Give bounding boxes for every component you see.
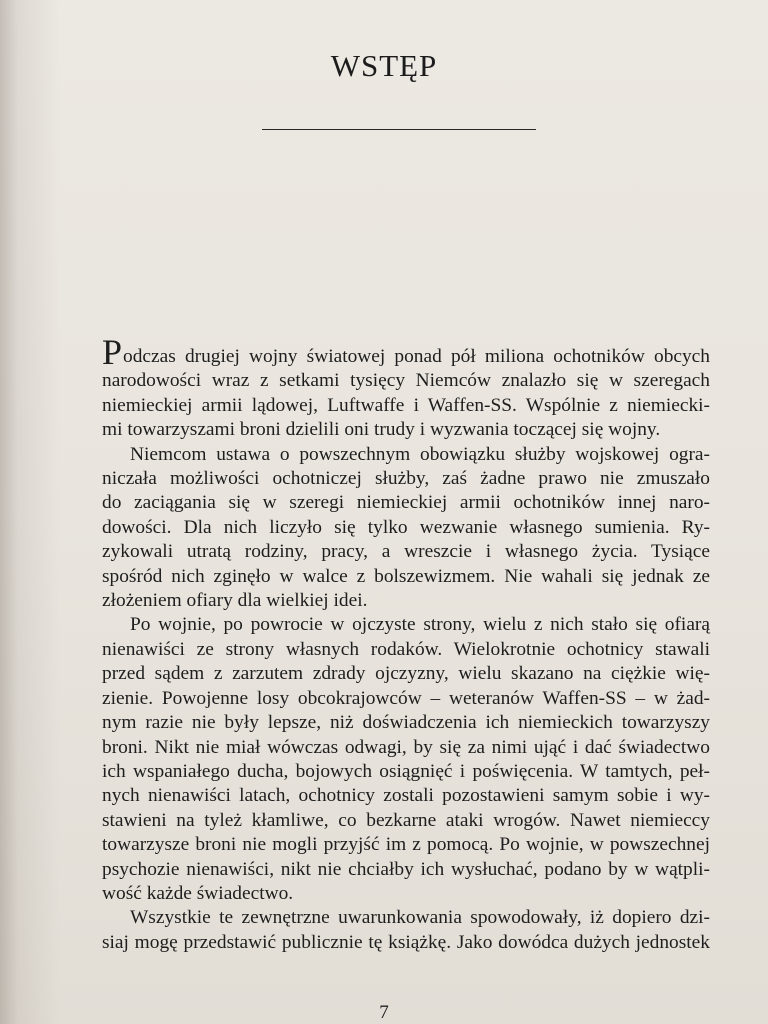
body-text: [102, 332, 710, 955]
text-line: nym razie nie były lepsze, niż doświadczenia ich niemieckich towarzyszy: [102, 712, 710, 734]
chapter-title: WSTĘP: [330, 48, 438, 83]
text-line: Po wojnie, po powrocie w ojczyste strony, wielu z nich stało się ofiarą: [130, 614, 710, 636]
text-line: dowości. Dla nich liczyło się tylko wezwanie własnego sumienia. Ry-: [102, 516, 710, 538]
text-line: złożeniem ofiary dla wielkiej idei.: [102, 590, 368, 612]
text-line: przed sądem z zarzutem zdrady ojczyzny, wielu skazano na ciężkie wię-: [102, 663, 710, 685]
text-line: towarzysze broni nie mogli przyjść im z pomocą. Po wojnie, w powszechnej: [102, 834, 710, 856]
text-line: zienie. Powojenne losy obcokrajowców – weteranów Waffen-SS – w żad-: [102, 687, 710, 709]
title-rule: [262, 129, 536, 130]
text-line: nych nienawiści latach, ochotnicy zostali pozostawieni samym sobie i wy-: [102, 785, 710, 807]
text-line: Niemcom ustawa o powszechnym obowiązku służby wojskowej ogra-: [130, 443, 710, 465]
text-line: spośród nich zginęło w walce z bolszewizmem. Nie wahali się jednak ze: [102, 565, 710, 587]
text-line: psychozie nienawiści, nikt nie chciałby ich wysłuchać, podano by w wątpli-: [102, 858, 710, 880]
text-line: stawieni na tyleż kłamliwe, co bezkarne ataki wrogów. Nawet niemieccy: [102, 809, 710, 831]
drop-cap: P: [102, 332, 123, 372]
text-line: narodowości wraz z setkami tysięcy Niemców znalazło się w szeregach: [102, 370, 710, 392]
text-line: nienawiści ze strony własnych rodaków. Wielokrotnie ochotnicy stawali: [102, 638, 710, 660]
text-line: niczała możliwości ochotniczej służby, zaś żadne prawo nie zmuszało: [102, 468, 710, 490]
text-line: zykowali utratą rodziny, pracy, a wreszcie i własnego życia. Tysiące: [102, 541, 710, 563]
text-line: [102, 332, 710, 372]
text-line: ich wspaniałego ducha, bojowych osiągnięć i poświęcenia. W tamtych, peł-: [102, 760, 710, 782]
text-line: wość każde świadectwo.: [102, 882, 294, 904]
text-line: mi towarzyszami broni dzielili oni trudy i wyzwania toczącej się wojny.: [102, 419, 661, 441]
first-line-rest: odczas drugiej wojny światowej ponad pół miliona ochotników obcych: [123, 346, 710, 367]
text-line: Wszystkie te zewnętrzne uwarunkowania spowodowały, iż dopiero dzi-: [130, 907, 710, 929]
text-line: broni. Nikt nie miał wówczas odwagi, by się za nimi ująć i dać świadectwo: [102, 736, 710, 758]
page-number: 7: [379, 1002, 389, 1023]
text-line: niemieckiej armii lądowej, Luftwaffe i Waffen-SS. Wspólnie z niemiecki-: [102, 394, 710, 416]
text-line: do zaciągania się w szeregi niemieckiej armii ochotników innej naro-: [102, 492, 710, 514]
text-line: siaj mogę przedstawić publicznie tę książkę. Jako dowódca dużych jednostek: [102, 931, 710, 953]
